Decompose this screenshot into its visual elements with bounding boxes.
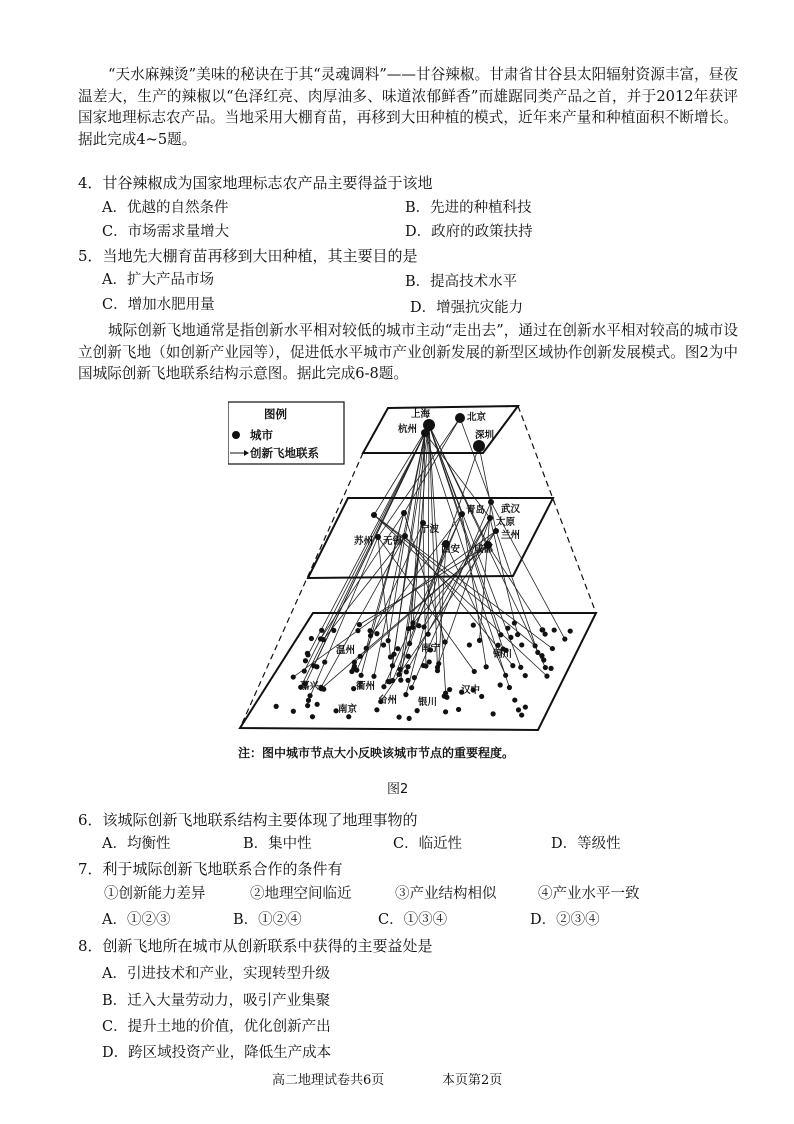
- bottom-city-node: [507, 685, 512, 690]
- legend-link-label: 创新飞地联系: [250, 446, 319, 460]
- q7-item-1: ①创新能力差异: [104, 886, 206, 902]
- bottom-city-node: [352, 660, 357, 665]
- bottom-city-node: [305, 652, 310, 657]
- bottom-city-node: [426, 632, 431, 637]
- label-wenzhou: 温州: [336, 645, 356, 656]
- legend-title: 图例: [264, 407, 287, 421]
- question-5-stem: 5．当地先大棚育苗再移到大田种植，其主要目的是: [78, 247, 418, 265]
- bottom-city-node: [498, 632, 503, 637]
- bottom-city-node: [306, 698, 311, 703]
- bottom-city-node: [274, 704, 279, 709]
- mid-city-node: [487, 515, 493, 521]
- q7-item-2: ②地理空间临近: [250, 886, 352, 902]
- mid-city-node: [459, 511, 465, 517]
- label-xian: 西安: [441, 544, 461, 555]
- bottom-city-node: [472, 669, 477, 674]
- bottom-city-node: [523, 673, 528, 678]
- bottom-city-node: [322, 659, 327, 664]
- label-wuhan: 武汉: [501, 504, 521, 515]
- q6-option-c[interactable]: C．临近性: [393, 836, 463, 852]
- label-ningbo: 宁波: [420, 524, 440, 535]
- innovation-link: [446, 446, 479, 544]
- bottom-city-node: [421, 663, 426, 668]
- figure-caption: 图2: [387, 782, 409, 797]
- innovation-link: [480, 502, 491, 640]
- label-tongchuan: 铜川: [493, 649, 513, 660]
- bottom-city-node: [368, 633, 373, 638]
- q6-option-b[interactable]: B．集中性: [243, 836, 312, 852]
- bottom-city-node: [364, 646, 369, 651]
- bottom-city-node: [404, 669, 409, 674]
- bottom-city-node: [541, 657, 546, 662]
- bottom-city-node: [568, 628, 573, 633]
- bottom-city-node: [519, 642, 524, 647]
- label-taizhou: 台州: [378, 695, 398, 706]
- q5-option-c[interactable]: C．增加水肥用量: [102, 297, 215, 313]
- label-nanning: 南宁: [421, 643, 441, 654]
- bottom-city-node: [412, 675, 417, 680]
- bottom-city-node: [405, 678, 410, 683]
- label-taiyuan: 太原: [496, 517, 516, 528]
- bottom-city-node: [443, 639, 448, 644]
- label-quzhou: 衢州: [356, 681, 376, 692]
- bottom-city-node: [542, 631, 547, 636]
- mid-city-node: [402, 533, 408, 539]
- bottom-city-node: [456, 707, 461, 712]
- bottom-city-node: [355, 628, 360, 633]
- bottom-city-node: [407, 716, 412, 721]
- bottom-city-node: [427, 659, 432, 664]
- footer-page-number: 本页第2页: [442, 1073, 503, 1088]
- q8-option-d[interactable]: D．跨区域投资产业，降低生产成本: [102, 1045, 332, 1061]
- q7-item-4: ④产业水平一致: [538, 886, 640, 902]
- bottom-city-node: [410, 620, 415, 625]
- bottom-city-node: [535, 650, 540, 655]
- label-hangzhou: 杭州: [398, 424, 418, 435]
- question-4-stem: 4．甘谷辣椒成为国家地理标志农产品主要得益于该地: [78, 174, 433, 192]
- bottom-city-node: [354, 668, 359, 673]
- label-qingdao: 青岛: [466, 505, 486, 516]
- bottom-city-node: [512, 620, 517, 625]
- label-shenzhen: 深圳: [475, 430, 495, 441]
- bottom-city-node: [435, 665, 440, 670]
- bottom-city-node: [503, 673, 508, 678]
- question-6-stem: 6．该城际创新飞地联系结构主要体现了地理事物的: [78, 811, 418, 829]
- bottom-city-node: [550, 646, 555, 651]
- q4-option-b[interactable]: B．先进的种植科技: [405, 200, 532, 216]
- bottom-city-node: [443, 691, 448, 696]
- label-chengdu: 成都: [474, 544, 494, 555]
- bottom-city-node: [319, 628, 324, 633]
- top-city-node: [473, 440, 485, 452]
- bottom-city-node: [447, 687, 452, 692]
- q4-option-a[interactable]: A．优越的自然条件: [102, 200, 229, 216]
- bottom-city-node: [516, 707, 521, 712]
- bottom-city-node: [397, 667, 402, 672]
- bottom-city-node: [374, 631, 379, 636]
- q8-option-a[interactable]: A．引进技术和产业，实现转型升级: [102, 966, 330, 982]
- label-jiaxing: 嘉兴: [300, 681, 320, 692]
- bottom-city-node: [405, 664, 410, 669]
- figure-note: 注：图中城市节点大小反映该城市节点的重要程度。: [238, 746, 515, 760]
- bottom-city-node: [491, 711, 496, 716]
- bottom-city-node: [315, 702, 320, 707]
- bottom-city-node: [359, 673, 364, 678]
- q7-option-a[interactable]: A．①②③: [102, 912, 171, 928]
- bottom-city-node: [562, 636, 567, 641]
- legend-city-label: 城市: [250, 428, 273, 442]
- bottom-city-node: [396, 672, 401, 677]
- bottom-city-node: [410, 625, 415, 630]
- bottom-city-node: [505, 626, 510, 631]
- bottom-city-node: [395, 646, 400, 651]
- bottom-city-node: [307, 693, 312, 698]
- q8-option-c[interactable]: C．提升土地的价值，优化创新产出: [102, 1019, 331, 1035]
- q5-option-d[interactable]: D．增强抗灾能力: [410, 300, 524, 316]
- innovation-link: [308, 537, 378, 700]
- label-wuxi: 无锡: [383, 536, 403, 547]
- bottom-city-node: [381, 642, 386, 647]
- q7-option-b[interactable]: B．①②④: [233, 912, 302, 928]
- legend: [228, 402, 344, 464]
- mid-city-node: [493, 528, 499, 534]
- label-lanzhou: 兰州: [501, 530, 521, 541]
- label-yinchuan: 银川: [418, 697, 438, 708]
- bottom-city-node: [406, 654, 411, 659]
- bottom-city-node: [331, 628, 336, 633]
- bottom-city-node: [467, 642, 472, 647]
- bottom-city-node: [471, 623, 476, 628]
- top-city-node: [421, 429, 429, 437]
- q6-option-a[interactable]: A．均衡性: [102, 836, 171, 852]
- bottom-city-node: [409, 685, 414, 690]
- mid-city-node: [371, 512, 377, 518]
- bottom-city-node: [302, 668, 307, 673]
- bottom-city-node: [415, 708, 420, 713]
- bottom-city-node: [552, 627, 557, 632]
- bottom-city-node: [374, 707, 379, 712]
- q8-option-b[interactable]: B．迁入大量劳动力，吸引产业集聚: [102, 993, 331, 1009]
- bottom-city-node: [386, 638, 391, 643]
- label-nanjing: 南京: [338, 704, 358, 715]
- label-shanghai: 上海: [411, 409, 431, 420]
- bottom-city-node: [309, 636, 314, 641]
- mid-city-node: [375, 534, 381, 540]
- bottom-city-node: [291, 709, 296, 714]
- q5-option-b[interactable]: B．提高技术水平: [405, 274, 518, 290]
- innovation-link: [374, 425, 429, 515]
- bottom-city-node: [548, 666, 553, 671]
- bottom-city-node: [544, 674, 549, 679]
- intro-paragraph-4-5: “天水麻辣烫”美味的秘诀在于其“灵魂调料”——甘谷辣椒。甘肃省甘谷县太阳辐射资源丰富，昼夜温差大，生产的辣椒以“色泽红亮、肉厚油多、味道浓郁鲜香”而雄踞同类产品之首，并于2012年获评国家地理标志农产品。当地采用大棚育苗，再移到大田种植的模式，近年来产量和种植面积不断增长。据此完成4~5题。: [78, 66, 738, 148]
- bottom-city-node: [519, 712, 524, 717]
- q6-option-d[interactable]: D．等级性: [551, 836, 621, 852]
- footer-total-pages: 高二地理试卷共6页: [272, 1073, 385, 1088]
- bottom-city-node: [403, 692, 408, 697]
- bottom-city-node: [523, 704, 528, 709]
- legend-city-dot-icon: [232, 431, 240, 439]
- mid-city-node: [488, 499, 494, 505]
- bottom-city-node: [321, 687, 326, 692]
- top-city-node: [455, 413, 465, 423]
- q5-option-a[interactable]: A．扩大产品市场: [102, 272, 214, 288]
- q7-item-3: ③产业结构相似: [395, 886, 497, 902]
- intro-paragraph-6-8: 城际创新飞地通常是指创新水平相对较低的城市主动“走出去”，通过在创新水平相对较高的城市设立创新飞地（如创新产业园等），促进低水平城市产业创新发展的新型区域协作创新发展模式。图2为中国城际创新飞地联系结构示意图。据此完成6-8题。: [78, 322, 738, 382]
- label-beijing: 北京: [467, 412, 487, 423]
- question-7-stem: 7．利于城际创新飞地联系合作的条件有: [78, 860, 343, 878]
- bottom-city-node: [416, 623, 421, 628]
- bottom-city-node: [512, 697, 517, 702]
- bottom-city-node: [484, 664, 489, 669]
- bottom-city-node: [518, 665, 523, 670]
- bottom-city-node: [498, 682, 503, 687]
- bottom-city-node: [303, 658, 308, 663]
- q7-option-c[interactable]: C．①③④: [378, 912, 448, 928]
- bottom-city-node: [443, 709, 448, 714]
- bottom-city-node: [396, 714, 401, 719]
- bottom-city-node: [496, 643, 501, 648]
- question-8-stem: 8．创新飞地所在城市从创新联系中获得的主要益处是: [78, 937, 433, 955]
- q4-option-d[interactable]: D．政府的政策扶持: [405, 224, 533, 240]
- mid-city-node: [401, 510, 407, 516]
- bottom-city-node: [398, 678, 403, 683]
- bottom-city-node: [390, 663, 395, 668]
- bottom-city-node: [407, 641, 412, 646]
- bottom-city-node: [310, 714, 315, 719]
- bottom-city-node: [357, 622, 362, 627]
- bottom-city-node: [381, 684, 386, 689]
- bottom-city-node: [367, 628, 372, 633]
- bottom-city-node: [391, 652, 396, 657]
- bottom-city-node: [543, 665, 548, 670]
- q7-option-d[interactable]: D．②③④: [530, 912, 600, 928]
- bottom-city-node: [515, 632, 520, 637]
- bottom-city-node: [358, 654, 363, 659]
- bottom-city-node: [477, 638, 482, 643]
- label-suzhou: 苏州: [354, 536, 374, 547]
- bottom-city-node: [311, 663, 316, 668]
- q4-option-c[interactable]: C．市场需求量增大: [102, 224, 230, 240]
- bottom-city-node: [508, 635, 513, 640]
- bottom-city-node: [318, 636, 323, 641]
- bottom-city-node: [291, 674, 296, 679]
- bottom-city-node: [385, 679, 390, 684]
- innovation-link: [406, 544, 446, 695]
- flying-land-structure-diagram: [228, 398, 608, 744]
- bottom-city-node: [533, 643, 538, 648]
- bottom-city-node: [421, 624, 426, 629]
- bottom-city-node: [305, 703, 310, 708]
- bottom-city-node: [510, 663, 515, 668]
- bottom-city-node: [371, 674, 376, 679]
- label-hanzhong: 汉中: [461, 685, 481, 696]
